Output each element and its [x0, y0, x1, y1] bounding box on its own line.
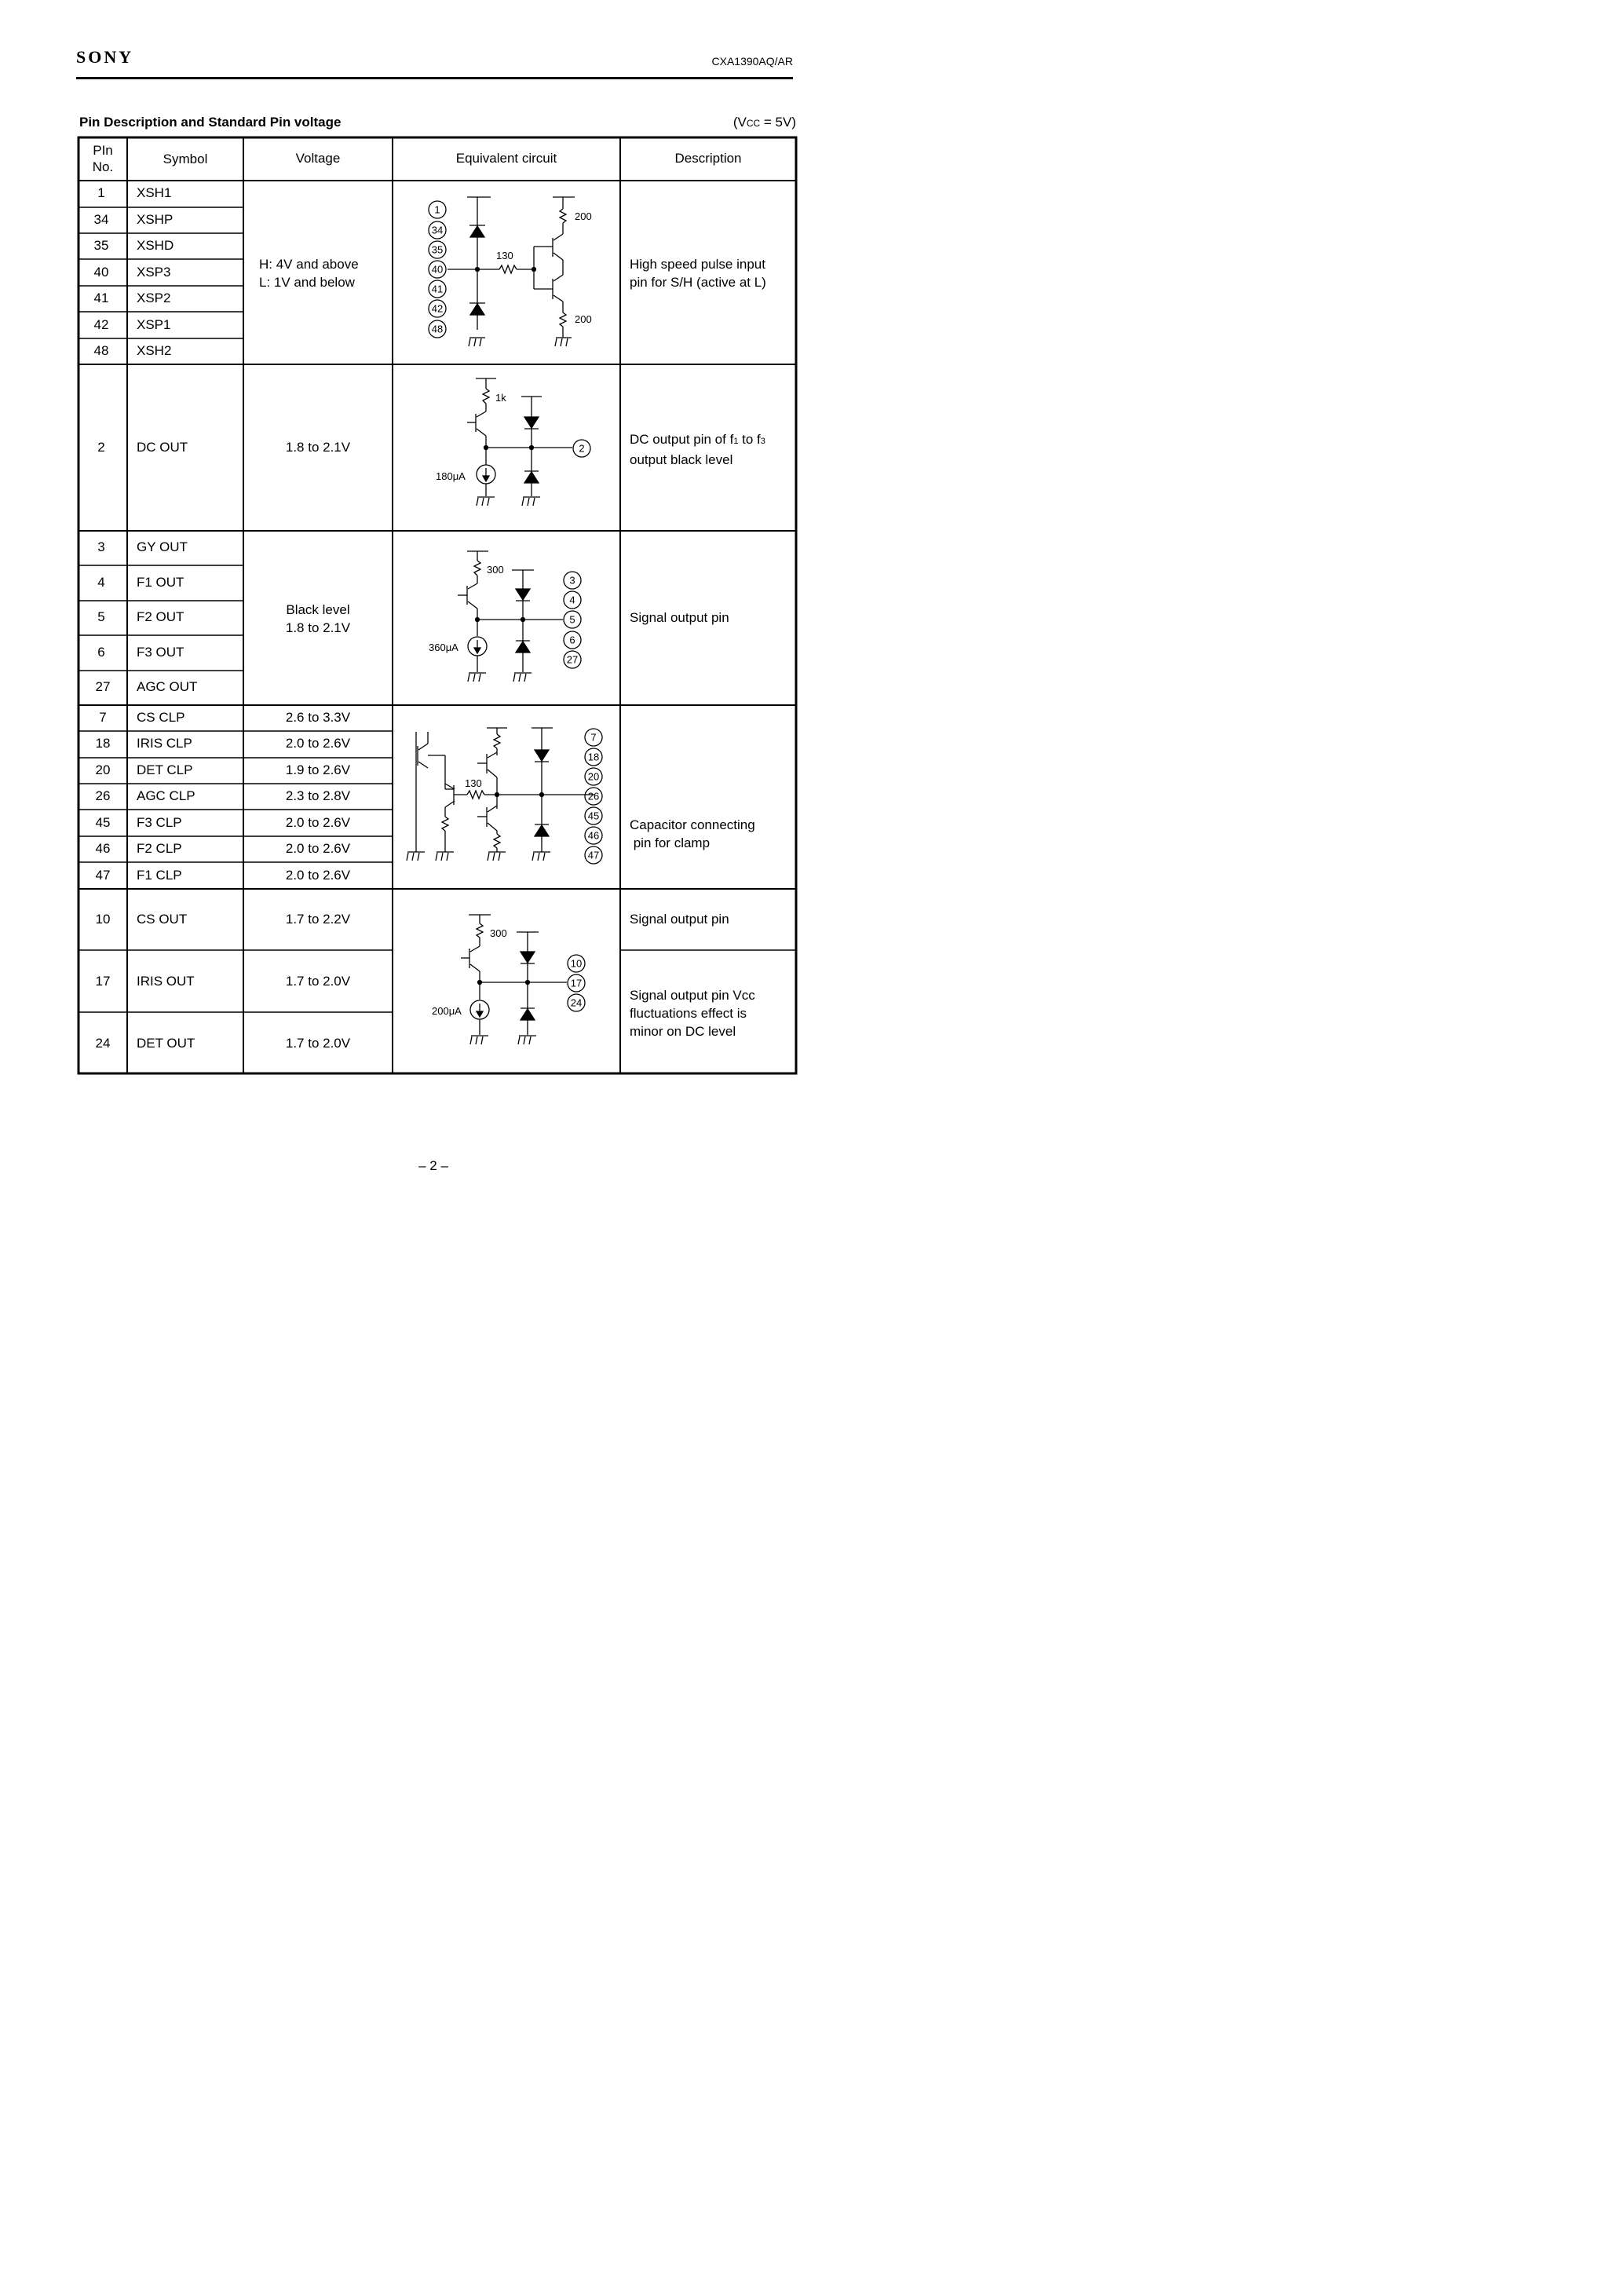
pin-number: 46	[95, 841, 111, 856]
col-header-circuit: Equivalent circuit	[455, 151, 557, 166]
voltage-value: 1.8 to 2.1V	[285, 440, 351, 455]
pin-symbol: AGC CLP	[137, 788, 195, 803]
pin-marker: 34	[431, 224, 444, 236]
page-number: – 2 –	[418, 1158, 448, 1173]
resistor-label: 130	[465, 777, 482, 789]
pin-symbol: DC OUT	[137, 440, 188, 455]
pin-marker: 3	[569, 574, 575, 587]
pin-symbol: IRIS CLP	[137, 736, 192, 751]
pin-marker: 47	[587, 849, 600, 861]
pin-symbol: XSP1	[137, 317, 171, 332]
pin-number: 18	[95, 736, 111, 751]
pin-number: 1	[97, 185, 105, 200]
voltage-value: Black level 1.8 to 2.1V	[285, 602, 351, 635]
voltage-value: 1.9 to 2.6V	[285, 762, 351, 777]
pin-marker: 41	[431, 283, 444, 295]
voltage-value: 2.0 to 2.6V	[285, 815, 351, 830]
pin-number: 3	[97, 539, 105, 554]
current-source-label: 200μA	[432, 1005, 462, 1017]
pin-marker: 6	[569, 634, 575, 646]
pin-number: 6	[97, 645, 105, 660]
circuit-dc-out	[467, 378, 590, 506]
col-header-description: Description	[674, 151, 742, 166]
col-header-voltage: Voltage	[295, 151, 341, 166]
pin-marker: 10	[570, 957, 583, 970]
pin-symbol: XSP3	[137, 265, 171, 280]
col-header-pin-no: PIn No.	[92, 143, 114, 174]
pin-symbol: F3 CLP	[137, 815, 182, 830]
circuit-sample-hold-input	[429, 197, 575, 346]
pin-marker: 7	[590, 731, 597, 744]
pin-marker: 2	[579, 442, 585, 455]
pin-number: 40	[93, 265, 109, 280]
resistor-label: 130	[496, 250, 513, 261]
pin-marker: 26	[587, 790, 600, 803]
voltage-value: 1.7 to 2.0V	[285, 1036, 351, 1051]
voltage-value: 2.6 to 3.3V	[285, 710, 351, 725]
pin-symbol: F2 CLP	[137, 841, 182, 856]
pin-symbol: XSHP	[137, 212, 174, 227]
pin-description: DC output pin of f1 to f3 output black level	[630, 432, 765, 467]
voltage-value: 2.0 to 2.6V	[285, 841, 351, 856]
pin-number: 27	[95, 679, 111, 694]
pin-number: 45	[95, 815, 111, 830]
voltage-value: 1.7 to 2.2V	[285, 912, 351, 927]
voltage-value: H: 4V and above L: 1V and below	[259, 257, 359, 290]
pin-description: Capacitor connecting pin for clamp	[630, 817, 755, 850]
pin-number: 34	[93, 212, 109, 227]
pin-symbol: IRIS OUT	[137, 974, 195, 989]
circuit-signal-output	[458, 551, 581, 682]
pin-marker: 20	[587, 770, 600, 783]
pin-marker: 48	[431, 323, 444, 335]
pin-number: 41	[93, 291, 109, 305]
pin-marker: 5	[569, 613, 575, 626]
pin-symbol: XSP2	[137, 291, 171, 305]
current-source-label: 180μA	[436, 470, 466, 482]
pin-number: 5	[97, 609, 105, 624]
circuit-clamp	[407, 728, 602, 864]
voltage-value: 1.7 to 2.0V	[285, 974, 351, 989]
pin-symbol: XSH1	[137, 185, 172, 200]
pin-description: Signal output pin	[630, 610, 729, 625]
pin-marker: 24	[570, 996, 583, 1009]
pin-symbol: XSHD	[137, 238, 174, 253]
resistor-label: 300	[487, 564, 504, 576]
resistor-label: 200	[575, 210, 592, 222]
pin-marker: 18	[587, 751, 600, 763]
part-number: CXA1390AQ/AR	[711, 55, 793, 68]
pin-symbol: F2 OUT	[137, 609, 184, 624]
pin-number: 2	[97, 440, 105, 455]
pin-number: 48	[93, 343, 109, 358]
pin-symbol: F1 CLP	[137, 868, 182, 883]
pin-marker: 17	[570, 977, 583, 989]
vcc-note: (VCC = 5V)	[732, 115, 796, 130]
pin-number: 42	[93, 317, 109, 332]
col-header-symbol: Symbol	[163, 152, 208, 166]
section-title: Pin Description and Standard Pin voltage	[79, 115, 342, 130]
voltage-value: 2.0 to 2.6V	[285, 868, 351, 883]
pin-marker: 27	[566, 653, 579, 666]
pin-description: Signal output pin	[630, 912, 729, 927]
pin-marker: 45	[587, 810, 600, 822]
pin-number: 26	[95, 788, 111, 803]
current-source-label: 360μA	[429, 642, 458, 653]
voltage-value: 2.3 to 2.8V	[285, 788, 351, 803]
pin-number: 47	[95, 868, 111, 883]
pin-symbol: GY OUT	[137, 539, 188, 554]
pin-table	[0, 0, 867, 1227]
pin-number: 20	[95, 762, 111, 777]
pin-symbol: CS OUT	[137, 912, 188, 927]
pin-marker: 46	[587, 829, 600, 842]
pin-marker: 42	[431, 302, 444, 315]
resistor-label: 1k	[495, 392, 506, 404]
resistor-label: 200	[575, 313, 592, 325]
pin-number: 24	[95, 1036, 111, 1051]
pin-symbol: DET OUT	[137, 1036, 195, 1051]
resistor-label: 300	[490, 927, 507, 939]
pin-marker: 35	[431, 243, 444, 256]
pin-symbol: XSH2	[137, 343, 172, 358]
voltage-value: 2.0 to 2.6V	[285, 736, 351, 751]
sony-logo: SONY	[76, 47, 134, 67]
pin-description: Signal output pin Vcc fluctuations effect is minor on DC level	[630, 988, 755, 1039]
circuit-cs-iris-det-out	[461, 915, 585, 1044]
pin-description: High speed pulse input pin for S/H (active at L)	[630, 257, 766, 290]
pin-symbol: AGC OUT	[137, 679, 198, 694]
pin-symbol: DET CLP	[137, 762, 193, 777]
pin-number: 10	[95, 912, 111, 927]
pin-marker: 40	[431, 263, 444, 276]
pin-symbol: CS CLP	[137, 710, 185, 725]
pin-number: 17	[95, 974, 111, 989]
pin-number: 4	[97, 575, 105, 590]
pin-marker: 4	[569, 594, 575, 606]
pin-number: 35	[93, 238, 109, 253]
pin-marker: 1	[434, 203, 440, 216]
pin-number: 7	[99, 710, 107, 725]
pin-symbol: F1 OUT	[137, 575, 184, 590]
pin-symbol: F3 OUT	[137, 645, 184, 660]
